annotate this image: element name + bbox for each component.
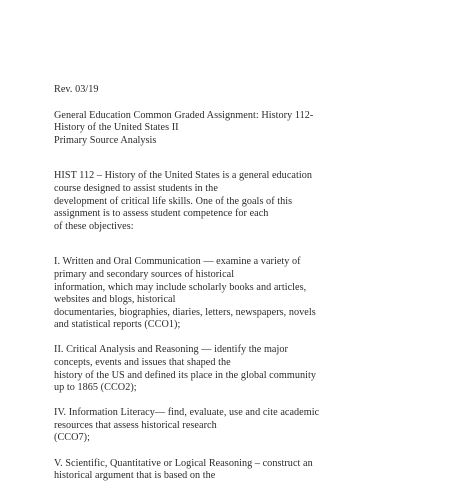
objective-line: historical argument that is based on the xyxy=(54,470,216,482)
intro-line: of these objectives: xyxy=(54,220,134,232)
objective-line: IV. Information Literacy— find, evaluate, use and cite academic xyxy=(54,407,320,419)
objective-logical-reasoning xyxy=(54,458,441,483)
intro-line: assignment is to assess student competence for each xyxy=(54,208,269,220)
objective-information-literacy xyxy=(54,407,441,445)
objective-line: (CCO7); xyxy=(54,432,91,444)
heading-line: General Education Common Graded Assignment: History 112- xyxy=(54,109,314,121)
objective-line: up to 1865 (CCO2); xyxy=(54,382,137,394)
objective-line: and statistical reports (CCO1); xyxy=(54,319,181,331)
spacer xyxy=(54,395,441,408)
objective-line: I. Written and Oral Communication — examine a variety of xyxy=(54,256,301,268)
objective-line: resources that assess historical research xyxy=(54,419,217,431)
objective-line: V. Scientific, Quantitative or Logical Reasoning – construct an xyxy=(54,457,313,469)
objective-line: information, which may include scholarly books and articles, xyxy=(54,281,307,293)
objective-line: II. Critical Analysis and Reasoning — identify the major xyxy=(54,344,288,356)
intro-paragraph xyxy=(54,170,441,233)
spacer xyxy=(54,332,441,345)
intro-line: HIST 112 – History of the United States is a general education xyxy=(54,170,313,182)
heading-line: History of the United States II xyxy=(54,122,179,134)
objective-line: websites and blogs, historical xyxy=(54,294,176,306)
spacer xyxy=(54,445,441,458)
objective-critical-analysis xyxy=(54,344,441,394)
objective-written-communication xyxy=(54,256,441,332)
spacer xyxy=(54,147,441,170)
objective-line: documentaries, biographies, diaries, letters, newspapers, novels xyxy=(54,306,316,318)
spacer xyxy=(54,233,441,256)
objective-line: primary and secondary sources of historical xyxy=(54,268,235,280)
objective-line: concepts, events and issues that shaped the xyxy=(54,357,231,368)
spacer xyxy=(54,97,441,110)
intro-line: course designed to assist students in the xyxy=(54,182,218,194)
assignment-heading xyxy=(54,110,441,148)
revision-text: Rev. 03/19 xyxy=(54,84,99,95)
revision-label xyxy=(54,84,441,97)
heading-line: Primary Source Analysis xyxy=(54,134,157,146)
objective-line: history of the US and defined its place in the global community xyxy=(54,369,317,381)
intro-line: development of critical life skills. One of the goals of this xyxy=(54,195,293,207)
